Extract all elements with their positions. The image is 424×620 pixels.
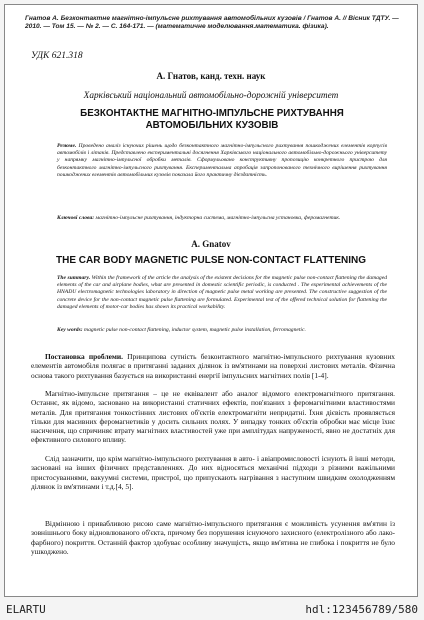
- citation: Гнатов А. Безконтактне магнітно-імпульсне рихтування автомобільних кузовів / Гнатов А. // Вісник ТДТУ. — 2010. — Том 15. — № 2. — С. 164-171. — (математичне моделювання.математика. фізика).: [25, 15, 399, 31]
- author-ua: А. Гнатов, канд. техн. наук: [156, 71, 266, 81]
- section-heading: Постановка проблеми.: [45, 352, 124, 361]
- affiliation: Харківський національний автомобільно-дорожній університет: [83, 91, 339, 101]
- repository-name: ELARTU: [6, 603, 46, 616]
- udk-code: УДК 621.318: [31, 51, 83, 61]
- title-ua: БЕЗКОНТАКТНЕ МАГНІТНО-ІМПУЛЬСНЕ РИХТУВАННЯ АВТОМОБІЛЬНИХ КУЗОВІВ: [80, 108, 344, 131]
- body-paragraph-1: [31, 352, 395, 380]
- handle-id: hdl:123456789/580: [305, 603, 418, 616]
- abstract-ua-text: Проведено аналіз існуючих рішень щодо безконтактного магнітно-імпульсного рихтування пошкоджених елементів корпусів автомобілів і літаків. Представлено експериментальні досягнення Харківського національного автомобільно-дорожнього університету у напрямку магнітно-імпульсної обробки металів. Сформульовано конструктивну пропозицію конкретного пристрою для безконтактного магнітно-імпульсного рихтування. Експериментальна апробація запропонованого технічного вирішення рихтування пошкоджених елементів автомобільних кузовів показала його практичну дієздатність.: [57, 143, 387, 178]
- body-paragraph-1-text: Принципова сутність безконтактного магнітно-імпульсного рихтування кузовних елементів автомобіля полягає в притяганні заданих ділянок із вм'ятинами на поверхні листових металів. Фізична основа такого рихтування базується на використанні енергії імпульсних магнітних полів [1-4].: [31, 352, 395, 380]
- keywords-ua-text: магнітно-імпульсне рихтування, індукторна система, магнітно-імпульсна установка, феромагнетик.: [95, 215, 341, 221]
- body-paragraph-4: Відмінною і привабливою рисою саме магнітно-імпульсного притягання є можливість усунення вм'ятин із зовнішнього боку відновлюваного об'єкта, причому без порушення існуючого захисного (електролізного або лако-фарбного) покриття. Останній фактор здобуває особливу значущість, якщо вм'ятина не глибока і покриття не було ушкоджено.: [31, 519, 395, 556]
- abstract-ua-label: Резюме.: [57, 143, 77, 149]
- viewer-footer: [0, 598, 424, 620]
- document-page: [4, 4, 418, 597]
- abstract-en-text: Within the framework of the article the analysis of the existent decisions for the magnetic pulse non-contact flattening the damaged elements of the car and airplane bodies, what are presented in domestic scientific periodic, is conducted . The experimental achievements of the HNADU electromagnetic technologies laboratory in direction of magnetic pulse metal working are presented. The constructive suggestion of the concrete device for the non-contact magnetic pulse flattening are formulated. Experimental test of the offered technical solution for flattening the damaged elements of motor-car bodies has shown its practical workability.: [57, 275, 388, 310]
- keywords-en: [57, 327, 387, 334]
- keywords-en-text: magnetic pulse non-contact flattening, inductor system, magnetic pulse installation, ferromagnetic.: [84, 327, 306, 333]
- body-paragraph-2: Магнітно-імпульсне притягання – це не еквівалент або аналог відомого електромагнітного притягання. Останнє, як відомо, засновано на використанні статичних ефектів, пов'язаних з феромагнітними властивостями металів. Для притягання тонкостінних листових об'єктів електромагніти непридатні. Їхня дієвість проявляється тільки для масивних феромагнетиків у досить сильних полях. У випадку тонких об'єктів обробки має місце їхнє насичення, що спричиняє втрату магнітних властивостей уже при амплітудах напруженості, явно не достатніх для ефективного силового впливу.: [31, 389, 395, 445]
- abstract-ua: [57, 143, 387, 179]
- body-paragraph-3: Слід зазначити, що крім магнітно-імпульсного рихтування в авто- і авіапромисловості існують й інші методи, засновані на інших фізичних представленнях. До них відносяться механічні підходи з різними важільними пристосуваннями, вакуумні системи, пристрої, що припускають нагрівання з наступним швидким охолодженням ділянок із вм'ятинами і т.д.[4, 5].: [31, 454, 395, 491]
- author-en: A. Gnatov: [191, 239, 231, 249]
- title-en: THE CAR BODY MAGNETIC PULSE NON-CONTACT FLATTENING: [56, 255, 366, 266]
- keywords-ua: [57, 215, 387, 222]
- abstract-en: [57, 275, 387, 311]
- abstract-en-label: The summary.: [57, 275, 91, 281]
- keywords-en-label: Key words:: [57, 327, 83, 333]
- keywords-ua-label: Ключові слова:: [57, 215, 95, 221]
